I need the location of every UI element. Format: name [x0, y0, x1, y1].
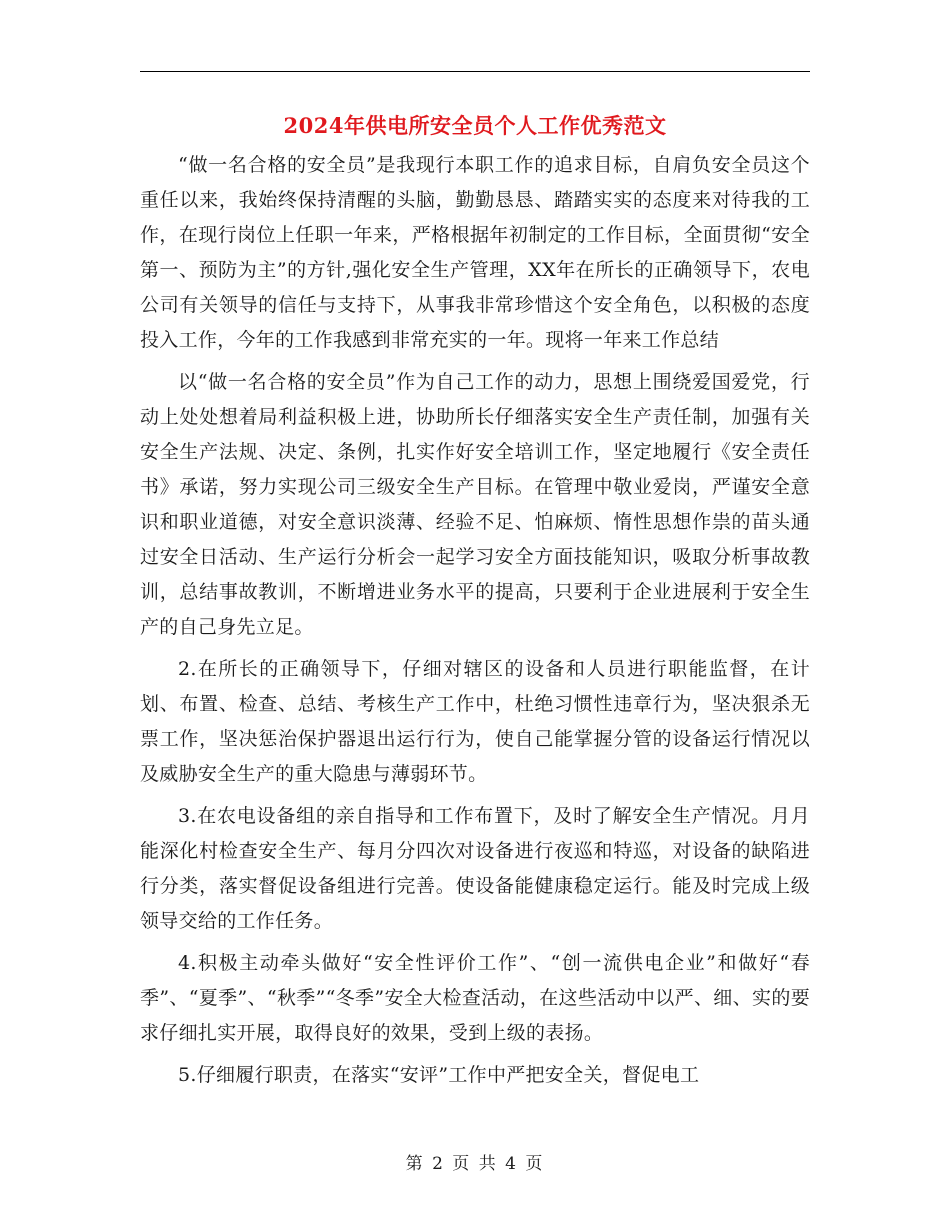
paragraph-1: 以“做一名合格的安全员”作为自己工作的动力，思想上围绕爱国爱党，行动上处处想着局利益积极上进，协助所长仔细落实安全生产责任制，加强有关安全生产法规、决定、条例，扎实作好安全培训工作，坚定地履行《安全责任书》承诺，努力实现公司三级安全生产目标。在管理中敬业爱岗，严谨安全意识和职业道德，对安全意识淡薄、经验不足、怕麻烦、惰性思想作祟的苗头通过安全日活动、生产运行分析会一起学习安全方面技能知识，吸取分析事故教训，总结事故教训，不断增进业务水平的提高，只要利于企业进展利于安全生产的自己身先立足。 — [140, 371, 810, 638]
page-number: 第 2 页 共 4 页 — [405, 1154, 545, 1174]
paragraph-3: 3.在农电设备组的亲自指导和工作布置下，及时了解安全生产情况。月月能深化村检查安全生产、每月分四次对设备进行夜巡和特巡，对设备的缺陷进行分类，落实督促设备组进行完善。使设备能健康稳定运行。能及时完成上级领导交给的工作任务。 — [140, 805, 810, 932]
paragraph-4: 4.积极主动牵头做好“安全性评价工作”、“创一流供电企业”和做好“春季”、“夏季”、“秋季”“冬季”安全大检查活动，在这些活动中以严、细、实的要求仔细扎实开展，取得良好的效果，受到上级的表扬。 — [140, 952, 810, 1044]
paragraph-intro: “做一名合格的安全员”是我现行本职工作的追求目标，自肩负安全员这个重任以来，我始终保持清醒的头脑，勤勤恳恳、踏踏实实的态度来对待我的工作，在现行岗位上任职一年来，严格根据年初制定的工作目标，全面贯彻“安全第一、预防为主”的方针,强化安全生产管理，XX年在所长的正确领导下，农电公司有关领导的信任与支持下，从事我非常珍惜这个安全角色，以积极的态度投入工作，今年的工作我感到非常充实的一年。现将一年来工作总结 — [140, 154, 810, 351]
paragraph-2: 2.在所长的正确领导下，仔细对辖区的设备和人员进行职能监督，在计划、布置、检查、总结、考核生产工作中，杜绝习惯性违章行为，坚决狠杀无票工作，坚决惩治保护器退出运行行为，使自己能掌握分管的设备运行情况以及威胁安全生产的重大隐患与薄弱环节。 — [140, 658, 810, 785]
document-body — [140, 148, 810, 1100]
paragraph-5: 5.仔细履行职责，在落实“安评”工作中严把安全关，督促电工 — [178, 1064, 700, 1086]
header-rule — [140, 71, 810, 72]
document-title: 2024年供电所安全员个人工作优秀范文 — [283, 113, 667, 138]
